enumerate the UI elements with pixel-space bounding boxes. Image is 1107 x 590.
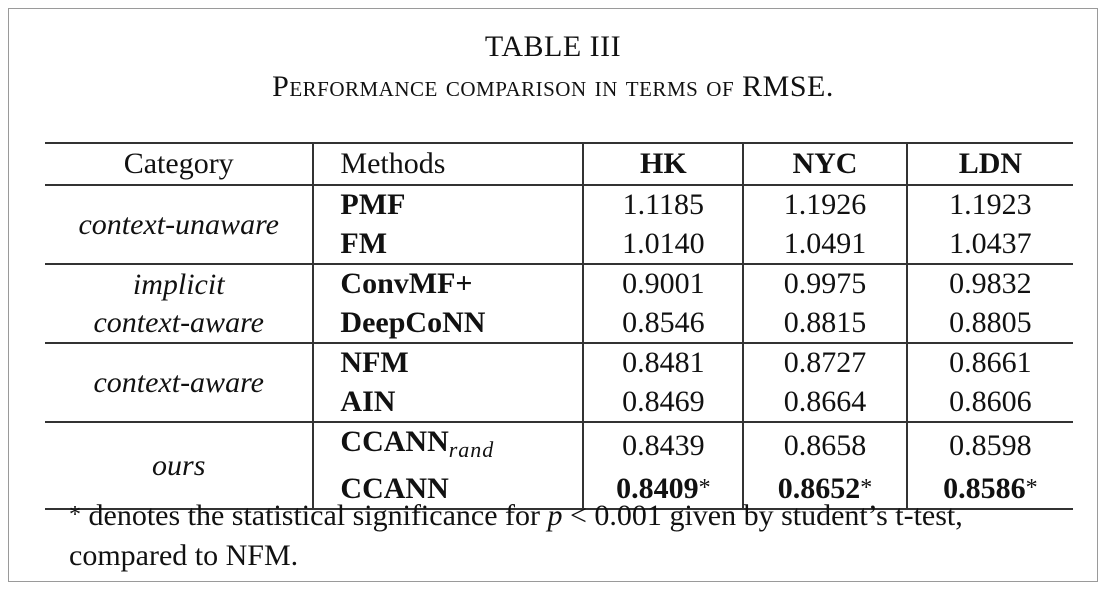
rmse-comparison-table [45, 142, 1073, 510]
value-nyc: 0.8658 [743, 422, 906, 469]
category-label-line-1: implicit [132, 267, 225, 301]
best-value: 0.8409 [616, 472, 699, 505]
method-subscript: rand [448, 437, 495, 462]
category-cell [45, 185, 313, 264]
table-row [45, 343, 1073, 383]
method-cell: FM [313, 225, 583, 265]
category-cell [45, 343, 313, 422]
value-nyc: 0.8727 [743, 343, 906, 383]
value-hk: 1.1185 [583, 185, 743, 225]
method-cell: NFM [313, 343, 583, 383]
value-nyc: 1.1926 [743, 185, 906, 225]
header-hk: HK [583, 143, 743, 185]
header-category: Category [45, 143, 313, 185]
significance-marker: * [1025, 475, 1038, 501]
value-nyc: 0.8664 [743, 383, 906, 423]
table-caption-subtitle: Performance comparison in terms of RMSE. [272, 70, 834, 103]
value-nyc: 0.9975 [743, 264, 906, 304]
value-hk: 0.8546 [583, 304, 743, 344]
value-ldn: 0.8805 [907, 304, 1073, 344]
value-hk: 0.8469 [583, 383, 743, 423]
footnote-text-before: denotes the statistical significance for [81, 499, 548, 532]
footnote-star: * [69, 502, 81, 528]
method-cell: DeepCoNN [313, 304, 583, 344]
category-cell [45, 264, 313, 343]
header-methods: Methods [313, 143, 583, 185]
value-ldn: 0.8598 [949, 429, 1032, 462]
value-hk: 0.8439 [583, 422, 743, 469]
header-nyc: NYC [743, 143, 906, 185]
method-cell: ConvMF+ [313, 264, 583, 304]
value-ldn: 0.8606 [907, 383, 1073, 423]
value-ldn: 1.1923 [949, 188, 1032, 222]
value-ldn: 0.9832 [949, 267, 1032, 301]
table-caption-title: TABLE III [484, 30, 622, 63]
header-row [45, 143, 1073, 185]
footnote-text-after: given by student’s t-test, compared to NFM. [69, 499, 963, 572]
value-nyc: 0.8815 [743, 304, 906, 344]
significance-marker: * [698, 475, 711, 501]
table-frame [8, 8, 1098, 582]
value-nyc: 1.0491 [743, 225, 906, 265]
category-label: context-unaware [78, 207, 279, 241]
method-name: CCANN [340, 425, 449, 458]
header-ldn: LDN [907, 143, 1073, 185]
table-row [45, 185, 1073, 225]
value-hk: 0.9001 [583, 264, 743, 304]
footnote-math-rest: < 0.001 [562, 499, 662, 532]
table-row [45, 264, 1073, 304]
category-label-line-2: context-aware [93, 305, 264, 339]
footnote-math-var: p [547, 499, 563, 532]
method-cell: AIN [313, 383, 583, 423]
method-cell: PMF [313, 185, 583, 225]
method-cell [313, 422, 583, 469]
table-row [45, 422, 1073, 469]
category-label: ours [152, 448, 206, 482]
value-hk: 1.0140 [583, 225, 743, 265]
category-label: context-aware [93, 365, 264, 399]
value-ldn: 1.0437 [907, 225, 1073, 265]
method-cell: CCANN [313, 469, 583, 509]
best-value: 0.8586 [943, 472, 1026, 505]
significance-marker: * [860, 475, 873, 501]
table-footnote [69, 495, 1069, 576]
value-ldn: 0.8661 [949, 346, 1032, 380]
value-hk: 0.8481 [583, 343, 743, 383]
best-value: 0.8652 [777, 472, 861, 505]
